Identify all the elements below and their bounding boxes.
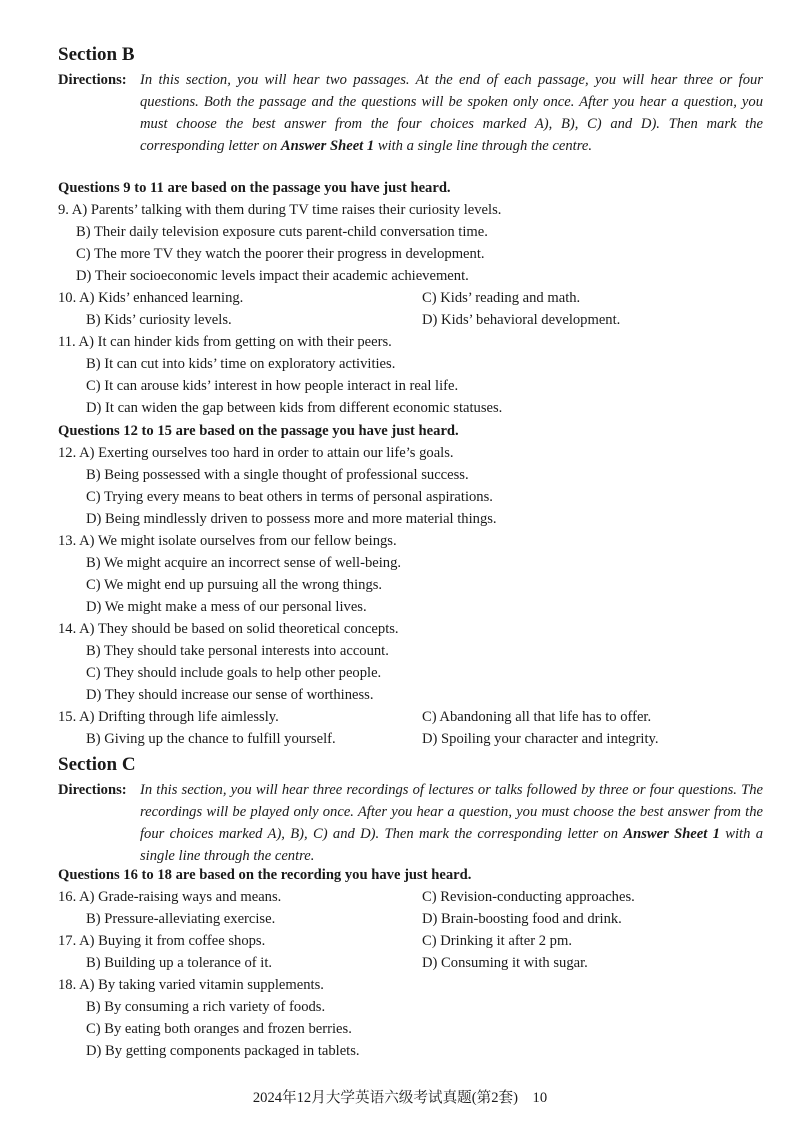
q14-option-c: C) They should include goals to help other people.	[86, 665, 382, 681]
q11-option-c: C) It can arouse kids’ interest in how people interact in real life.	[86, 378, 459, 394]
section-c-directions	[58, 779, 763, 867]
q12-option-d: D) Being mindlessly driven to possess more and more material things.	[86, 511, 497, 527]
q18-option-c: C) By eating both oranges and frozen berries.	[86, 1021, 352, 1037]
q15-option-a: 15. A) Drifting through life aimlessly.	[58, 709, 279, 725]
q16-option-a: 16. A) Grade-raising ways and means.	[58, 889, 282, 905]
q12-option-c: C) Trying every means to beat others in terms of personal aspirations.	[86, 489, 493, 505]
q9-option-c: C) The more TV they watch the poorer their progress in development.	[76, 246, 485, 262]
section-c-directions-label: Directions:	[58, 782, 127, 798]
group-16-18-heading: Questions 16 to 18 are based on the recording you have just heard.	[58, 867, 472, 883]
q16-option-d: D) Brain-boosting food and drink.	[422, 911, 622, 927]
q16-option-c: C) Revision-conducting approaches.	[422, 889, 635, 905]
q10-option-a: 10. A) Kids’ enhanced learning.	[58, 290, 244, 306]
q9-option-b: B) Their daily television exposure cuts parent-child conversation time.	[76, 224, 488, 240]
q11-option-b: B) It can cut into kids’ time on exploratory activities.	[86, 356, 396, 372]
q17-option-d: D) Consuming it with sugar.	[422, 955, 588, 971]
q13-option-c: C) We might end up pursuing all the wrong things.	[86, 577, 383, 593]
section-c-directions-text: In this section, you will hear three recordings of lectures or talks followed by three or four questions. The recordings will be played only once. After you hear a question, you must choose the best answer from the four choices marked A), B), C) and D). Then mark the corresponding letter on Answer Sheet 1 with a single line through the centre.	[140, 782, 764, 864]
q10-option-b: B) Kids’ curiosity levels.	[86, 312, 232, 328]
q13-option-a: 13. A) We might isolate ourselves from our fellow beings.	[58, 533, 397, 549]
q18-option-d: D) By getting components packaged in tablets.	[86, 1043, 360, 1059]
q14-option-d: D) They should increase our sense of worthiness.	[86, 687, 374, 703]
group-12-15-heading: Questions 12 to 15 are based on the passage you have just heard.	[58, 423, 459, 439]
section-b-directions-label: Directions:	[58, 72, 127, 88]
section-b-title: Section B	[58, 44, 135, 65]
q9-option-d: D) Their socioeconomic levels impact their academic achievement.	[76, 268, 469, 284]
q11-option-d: D) It can widen the gap between kids from different economic statuses.	[86, 400, 503, 416]
answer-sheet-ref: Answer Sheet 1	[280, 138, 375, 154]
q10-option-c: C) Kids’ reading and math.	[422, 290, 581, 306]
q10-option-d: D) Kids’ behavioral development.	[422, 312, 621, 328]
q13-option-d: D) We might make a mess of our personal lives.	[86, 599, 367, 615]
q12-option-a: 12. A) Exerting ourselves too hard in order to attain our life’s goals.	[58, 445, 454, 461]
q15-option-c: C) Abandoning all that life has to offer.	[422, 709, 652, 725]
q18-option-b: B) By consuming a rich variety of foods.	[86, 999, 326, 1015]
q17-option-c: C) Drinking it after 2 pm.	[422, 933, 572, 949]
section-b-directions-text: In this section, you will hear two passages. At the end of each passage, you will hear three or four questions. Both the passage and the questions will be spoken only once. After you hear a question, you must choose the best answer from the four choices marked A), B), C) and D). Then mark the corresponding letter on Answer Sheet 1 with a single line through the centre.	[140, 72, 763, 154]
q11-option-a: 11. A) It can hinder kids from getting on with their peers.	[58, 334, 392, 350]
q17-option-a: 17. A) Buying it from coffee shops.	[58, 933, 266, 949]
q17-option-b: B) Building up a tolerance of it.	[86, 955, 273, 971]
answer-sheet-ref: Answer Sheet 1	[623, 826, 720, 842]
q15-option-b: B) Giving up the chance to fulfill yourself.	[86, 731, 336, 747]
q15-option-d: D) Spoiling your character and integrity.	[422, 731, 659, 747]
q9-option-a: 9. A) Parents’ talking with them during TV time raises their curiosity levels.	[58, 202, 502, 218]
q18-option-a: 18. A) By taking varied vitamin supplements.	[58, 977, 324, 993]
q13-option-b: B) We might acquire an incorrect sense of well-being.	[86, 555, 402, 571]
section-c-title: Section C	[58, 754, 136, 775]
q16-option-b: B) Pressure-alleviating exercise.	[86, 911, 276, 927]
page-footer: 2024年12月大学英语六级考试真题(第2套) 10	[252, 1090, 548, 1106]
section-b-directions	[58, 69, 763, 157]
q12-option-b: B) Being possessed with a single thought of professional success.	[86, 467, 469, 483]
group-9-11-heading: Questions 9 to 11 are based on the passage you have just heard.	[58, 180, 451, 196]
q14-option-a: 14. A) They should be based on solid theoretical concepts.	[58, 621, 399, 637]
q14-option-b: B) They should take personal interests into account.	[86, 643, 389, 659]
